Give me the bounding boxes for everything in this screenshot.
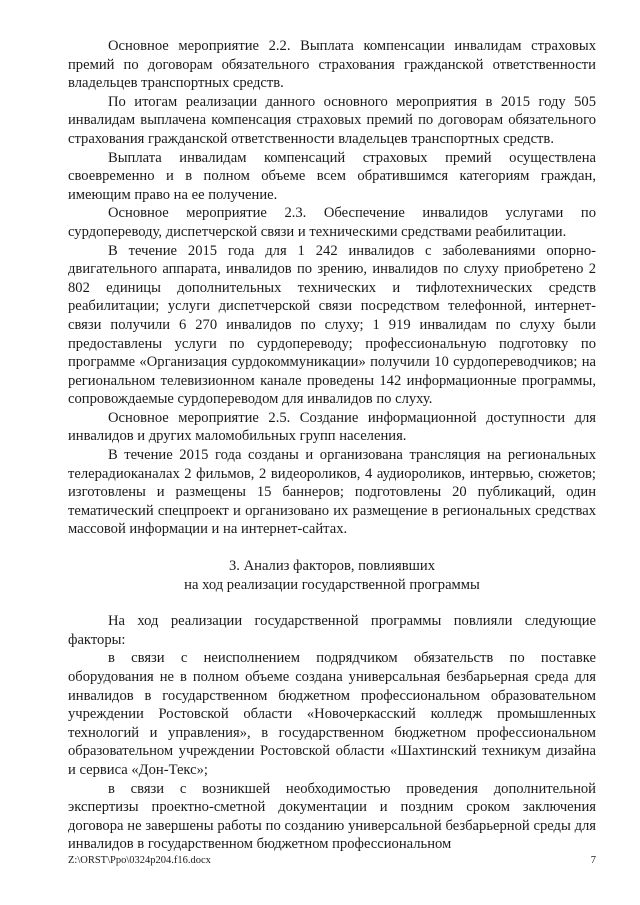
paragraph-measure-2-5-results: В течение 2015 года созданы и организована трансляция на региональных телерадиоканалах 2 фильмов, 2 видеороликов, 4 аудиороликов, интервью, сюжетов; изготовлены и размещены 15 баннеров; подготовлены 20 публикаций, один тематический спецпроект и организовано их размещение в региональных средствах массовой информации и на интернет-сайтах. xyxy=(68,447,596,538)
paragraph-measure-2-3-results: В течение 2015 года для 1 242 инвалидов с заболеваниями опорно-двигательного аппарата, инвалидов по зрению, инвалидов по слуху приобретено 2 802 единицы дополнительных технических и тифлотехнических средств реабилитации; услуги диспетчерской связи посредством телефонной, интернет-связи получили 6 270 инвалидов по слуху; 1 919 инвалидам по слуху были предоставлены услуги по сурдопереводу; профессиональную подготовку по программе «Организация сурдокоммуникации» получили 10 сурдопереводчиков; на региональном телевизионном канале проведены 142 информационные программы, сопровождаемые сурдопереводом для инвалидов по слуху. xyxy=(68,242,596,408)
section-heading-line-2: на ход реализации государственной программы xyxy=(184,576,480,593)
paragraph-measure-2-3: Основное мероприятие 2.3. Обеспечение инвалидов услугами по сурдопереводу, диспетчерской связи и техническими средствами реабилитации. xyxy=(68,205,596,240)
section-heading-line-1: 3. Анализ факторов, повлиявших xyxy=(229,558,435,575)
section-heading xyxy=(68,557,596,594)
paragraph-measure-2-2: Основное мероприятие 2.2. Выплата компенсации инвалидам страховых премий по договорам обязательного страхования гражданской ответственности владельцев транспортных средств. xyxy=(68,38,596,92)
paragraph-compensation-paid: Выплата инвалидам компенсаций страховых премий осуществлена своевременно и в полном объеме всем обратившимся категориям граждан, имеющим право на ее получение. xyxy=(68,149,596,203)
document-body xyxy=(68,37,596,854)
paragraph-factors-intro: На ход реализации государственной программы повлияли следующие факторы: xyxy=(68,613,596,648)
paragraph-measure-2-5: Основное мероприятие 2.5. Создание информационной доступности для инвалидов и других маломобильных групп населения. xyxy=(68,409,596,445)
footer-file-path: Z:\ORST\Ppo\0324p204.f16.docx xyxy=(68,855,211,866)
paragraph-factor-expertise: в связи с возникшей необходимостью проведения дополнительной экспертизы проектно-сметной документации и поздним сроком заключения договора не завершены работы по созданию универсальной безбарьерной среды для инвалидов в государственном бюджетном профессиональном xyxy=(68,780,596,853)
page-number: 7 xyxy=(590,855,596,866)
paragraph-measure-2-2-results: По итогам реализации данного основного мероприятия в 2015 году 505 инвалидам выплачена компенсация страховых премий по договорам обязательного страхования гражданской ответственности владельцев транспортных средств. xyxy=(68,93,596,147)
paragraph-factor-equipment: в связи с неисполнением подрядчиком обязательств по поставке оборудования не в полном объеме создана универсальная безбарьерная среда для инвалидов в государственном бюджетном профессиональном образовательном учреждении Ростовской области «Новочеркасский колледж промышленных технологий и управления», в государственном бюджетном профессиональном образовательном учреждении Ростовской области «Шахтинский техникум дизайна и сервиса «Дон-Текс»; xyxy=(68,650,596,778)
